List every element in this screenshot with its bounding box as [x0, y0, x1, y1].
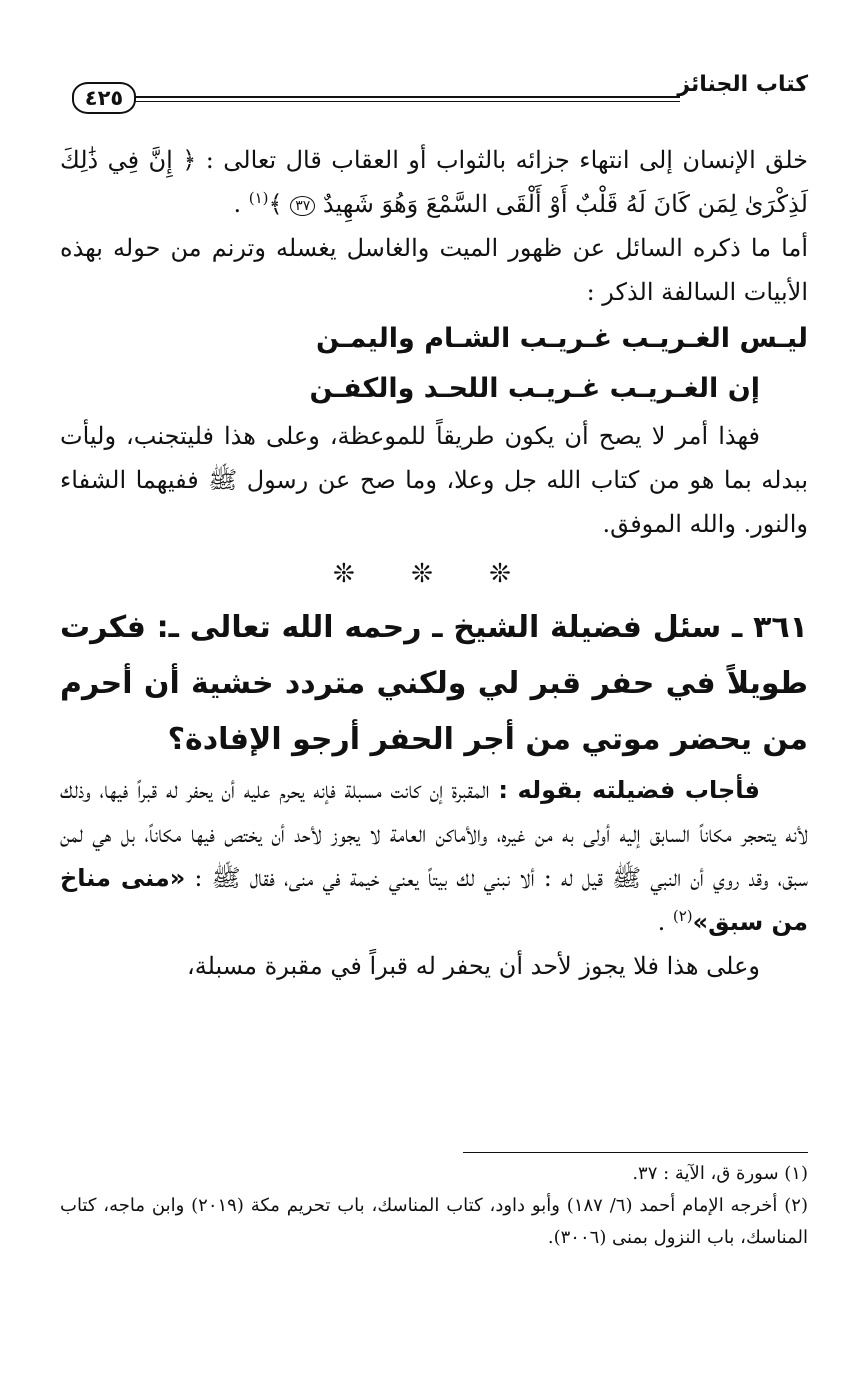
paragraph-text: خلق الإنسان إلى انتهاء جزائه بالثواب أو العقاب قال تعالى :: [205, 146, 809, 174]
footnotes: [60, 1158, 808, 1254]
header-rule-thin: [134, 101, 680, 102]
paragraph-question-context: أما ما ذكره السائل عن ظهور الميت والغاسل يغسله وترنم من حوله بهذه الأبيات السالفة الذكر :: [60, 234, 808, 306]
poem-line-2: إن الغـريـب غـريـب اللحـد والكفـن: [309, 373, 760, 404]
answer-end: .: [657, 908, 673, 936]
page-number: ٤٢٥: [72, 82, 136, 114]
answer-text: المقبرة إن كانت مسبلة فإنه يحرم عليه أن يحفر له قبراً فيها، وذلك لأنه يتحجر مكاناً السابق إليه أولى به من غيره، والأماكن العامة لا يجوز لأحد أن يختص فيها مكاناً، بل هي لمن سبق، وقد روي أن النبي ﷺ قيل له : ألا نبني لك بيتاً يعني خيمة في منى، فقال ﷺ :: [60, 776, 808, 892]
fatwa-answer: [60, 768, 808, 944]
paragraph-conclusion: فهذا أمر لا يصح أن يكون طريقاً للموعظة، وعلى هذا فليتجنب، وليأت ببدله بما هو من كتاب الله جل وعلا، وما صح عن رسول ﷺ ففيهما الشفاء والنور. والله الموفق.: [60, 422, 808, 538]
main-text: [60, 138, 808, 988]
quran-close-bracket: ﴾: [268, 190, 283, 218]
hadith-quote: «منى مناخ من سبق»: [60, 864, 808, 936]
footnote-divider: [463, 1152, 808, 1153]
fatwa-question: ٣٦١ ـ سئل فضيلة الشيخ ـ رحمه الله تعالى ـ: فكرت طويلاً في حفر قبر لي ولكني متردد خشية أن أحرم من يحضر موتي من أجر الحفر أرجو الإفادة؟: [60, 610, 808, 757]
paragraph-continuation: وعلى هذا فلا يجوز لأحد أن يحفر له قبراً في مقبرة مسبلة،: [186, 952, 760, 980]
ayah-number-marker: ٣٧: [290, 196, 315, 216]
poem-line-1: ليـس الغـريـب غـريـب الشـام واليمـن: [315, 323, 808, 354]
section-separator: ❊ ❊ ❊: [333, 559, 535, 589]
footnote-ref-1: (١): [248, 189, 269, 207]
page-header: [72, 70, 808, 110]
book-title: كتاب الجنائز: [677, 72, 808, 97]
footnote-ref-2: (٢): [672, 907, 693, 925]
paragraph-end: .: [233, 190, 249, 218]
header-rule: [134, 96, 680, 98]
answer-lead: فأجاب فضيلته بقوله :: [498, 776, 761, 804]
footnote-1: (١) سورة ق، الآية : ٣٧.: [632, 1163, 808, 1184]
footnote-2: (٢) أخرجه الإمام أحمد (٦/ ١٨٧) وأبو داود، كتاب المناسك، باب تحريم مكة (٢٠١٩) وابن ماجه، كتاب المناسك، باب النزول بمنى (٣٠٠٦).: [60, 1195, 808, 1248]
paragraph-quran: [60, 138, 808, 226]
quran-verse: ﴿ إِنَّ فِي ذَٰلِكَ لَذِكْرَىٰ لِمَن كَانَ لَهُ قَلْبٌ أَوْ أَلْقَى السَّمْعَ وَهُوَ شَهِيدٌ: [60, 146, 808, 218]
